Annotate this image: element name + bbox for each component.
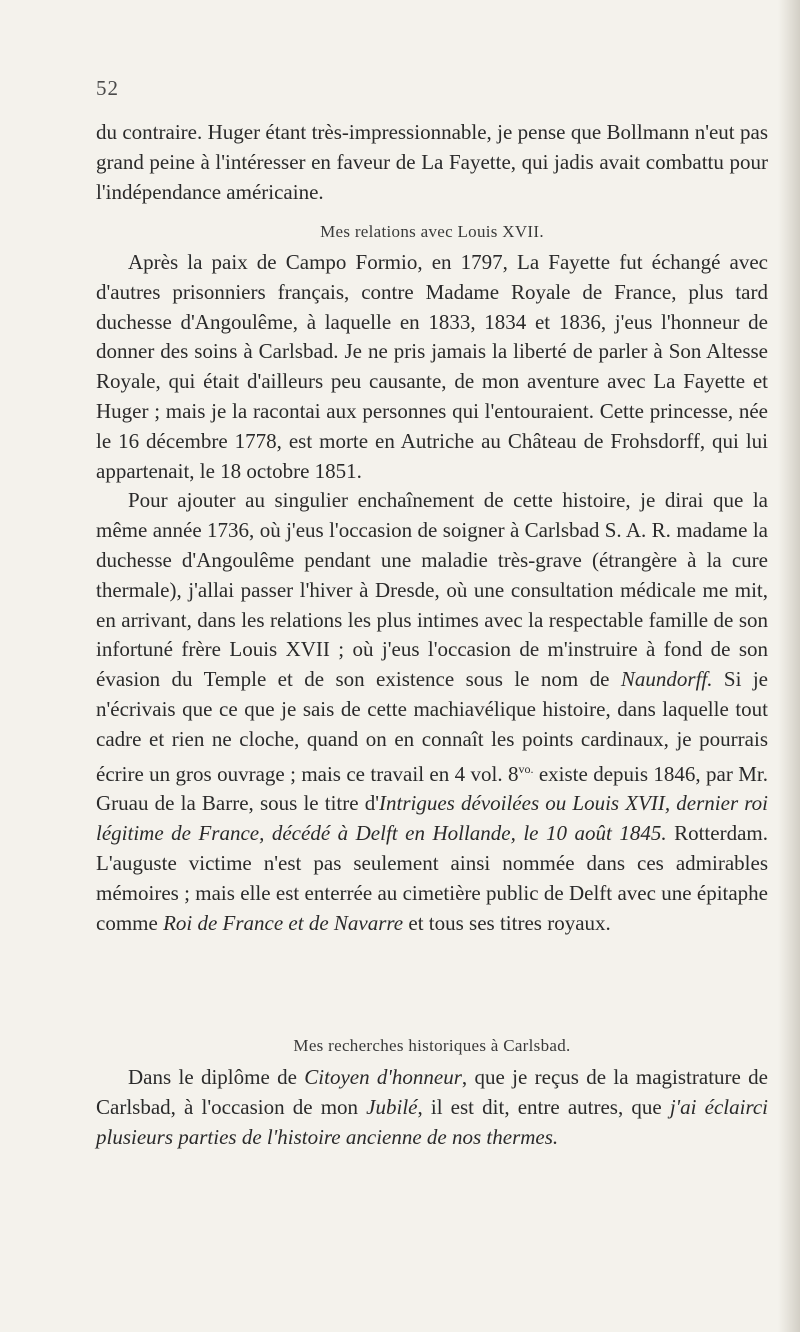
text-run: et tous ses titres royaux. (403, 910, 611, 935)
italic-book-title: Intrigues dévoilées ou Louis XVII, dernier roi légitime de France, décédé à Delft en Hollande, le 10 août 1845. (96, 791, 769, 846)
intro-text: du contraire. Huger étant très-impressionnable, je pense que Bollmann n'eut pas grand peine à l'intéresser en faveur de La Fayette, qui jadis avait combattu pour l'indépendance américaine. (96, 120, 768, 204)
paragraph-campo-formio: Après la paix de Campo Formio, en 1797, La Fayette fut échangé avec d'autres prisonniers français, contre Madame Royale de France, plus tard duchesse d'Angoulême, à laquelle en 1833, 1834 et 1836, j'eus l'honneur de donner des soins à Carlsbad. Je ne pris jamais la liberté de parler à Son Altesse Royale, qui était d'ailleurs peu causante, de mon aventure avec La Fayette et Huger ; mais je la racontai aux personnes qui l'entouraient. Cette princesse, née le 16 décembre 1778, est morte en Autriche au Château de Frohsdorff, qui lui appartenait, le 18 octobre 1851. (96, 250, 768, 483)
text-run: , que je reçus de la magistrature de Carlsbad, à l'occasion de mon (96, 1065, 768, 1119)
page-edge-shadow (778, 0, 800, 1332)
paragraph-naundorff (96, 486, 768, 938)
text-run: Pour ajouter au singulier enchaînement de cette histoire, je dirai que la même année 1736, où j'eus l'occasion de soigner à Carlsbad S. A. R. madame la duchesse d'Angoulême pendant une maladie très-grave (étrangère à la cure thermale), j'allai passer l'hiver à Dresde, où une consultation médicale me mit, en arrivant, dans les relations les plus intimes avec la respectable famille de son infortuné frère Louis XVII ; où j'eus l'occasion de m'instruire à fond de son évasion du Temple et de son existence sous le nom de (96, 488, 768, 692)
text-run: , il est dit, entre autres, que (417, 1094, 670, 1119)
text-run: Dans le diplôme de (128, 1065, 305, 1089)
paragraph-diplome (96, 1063, 768, 1152)
superscript-vo: vo. (518, 761, 534, 776)
intro-paragraph (96, 118, 768, 207)
text-run: Si je n'écrivais que ce que je sais de cette machiavélique histoire, dans laquelle tout cadre et rien ne cloche, quand on en connaît les points cardinaux, je pourrais écrire un gros ouvrage ; mais ce travail en 4 vol. 8 (96, 667, 769, 786)
italic-quote: j'ai éclairci plusieurs parties de l'histoire ancienne de nos thermes. (96, 1094, 768, 1149)
italic-naundorff: Naundorff. (620, 667, 713, 692)
section-heading-recherches: Mes recherches historiques à Carlsbad. (293, 1036, 571, 1055)
section-louis-xvii-body (96, 248, 768, 938)
section-recherches-body (96, 1063, 768, 1152)
italic-epitaph: Roi de France et de Navarre (163, 910, 404, 935)
section-heading-louis-xvii: Mes relations avec Louis XVII. (320, 222, 544, 241)
page-number: 52 (96, 76, 119, 100)
text-run: Rotterdam. L'auguste victime n'est pas seulement ainsi nommée dans ces admirables mémoires ; mais elle est enterrée au cimetière public de Delft avec une épitaphe comme (96, 821, 768, 935)
italic-jubile: Jubilé (366, 1094, 418, 1119)
text-run: existe depuis 1846, par Mr. Gruau de la Barre, sous le titre d' (96, 761, 769, 816)
italic-citoyen: Citoyen d'honneur (304, 1065, 462, 1089)
